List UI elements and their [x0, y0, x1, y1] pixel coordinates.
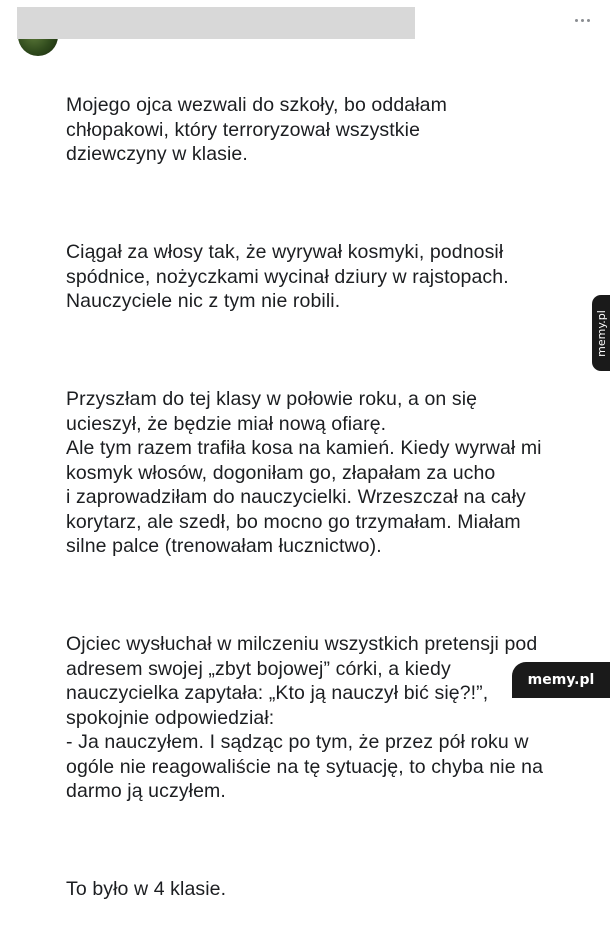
post-paragraph-5: To było w 4 klasie. [66, 878, 227, 900]
corner-watermark-label: memy.pl [527, 672, 595, 688]
dot [575, 19, 578, 22]
post-paragraph-1: Mojego ojca wezwali do szkoły, bo oddałam chłopakowi, który terroryzował wszystkie dziewczyny w klasie. [66, 94, 447, 165]
corner-watermark [512, 662, 610, 698]
side-watermark [592, 295, 610, 371]
dot [587, 19, 590, 22]
post-paragraph-2: Ciągał za włosy tak, że wyrywał kosmyki, podnosił spódnice, nożyczkami wycinał dziury w rajstopach. Nauczyciele nic z tym nie robili. [66, 241, 509, 312]
post-paragraph-4: Ojciec wysłuchał w milczeniu wszystkich pretensji pod adresem swojej „zbyt bojowej” córki, a kiedy nauczycielka zapytała: „Kto ją nauczył bić się?!”, spokojnie odpowiedział: - Ja nauczyłem. I sądząc po tym, że przez pół roku w ogóle nie reagowaliście na tę sytuację, to chyba nie na darmo ją uczyłem. [66, 633, 544, 802]
post-paragraph-3: Przyszłam do tej klasy w połowie roku, a on się ucieszył, że będzie miał nową ofiarę. Ale tym razem trafiła kosa na kamień. Kiedy wyrwał mi kosmyk włosów, dogoniłam go, złapałam za ucho i zaprowadziłam do nauczycielki. Wrzeszczał na cały korytarz, ale szedł, bo mocno go trzymałam. Miałam silne palce (trenowałam łucznictwo). [66, 388, 542, 557]
more-options-icon[interactable] [570, 14, 594, 26]
post-text [66, 44, 596, 951]
side-watermark-label: memy.pl [594, 309, 608, 357]
redacted-author-name [17, 7, 415, 39]
dot [581, 19, 584, 22]
